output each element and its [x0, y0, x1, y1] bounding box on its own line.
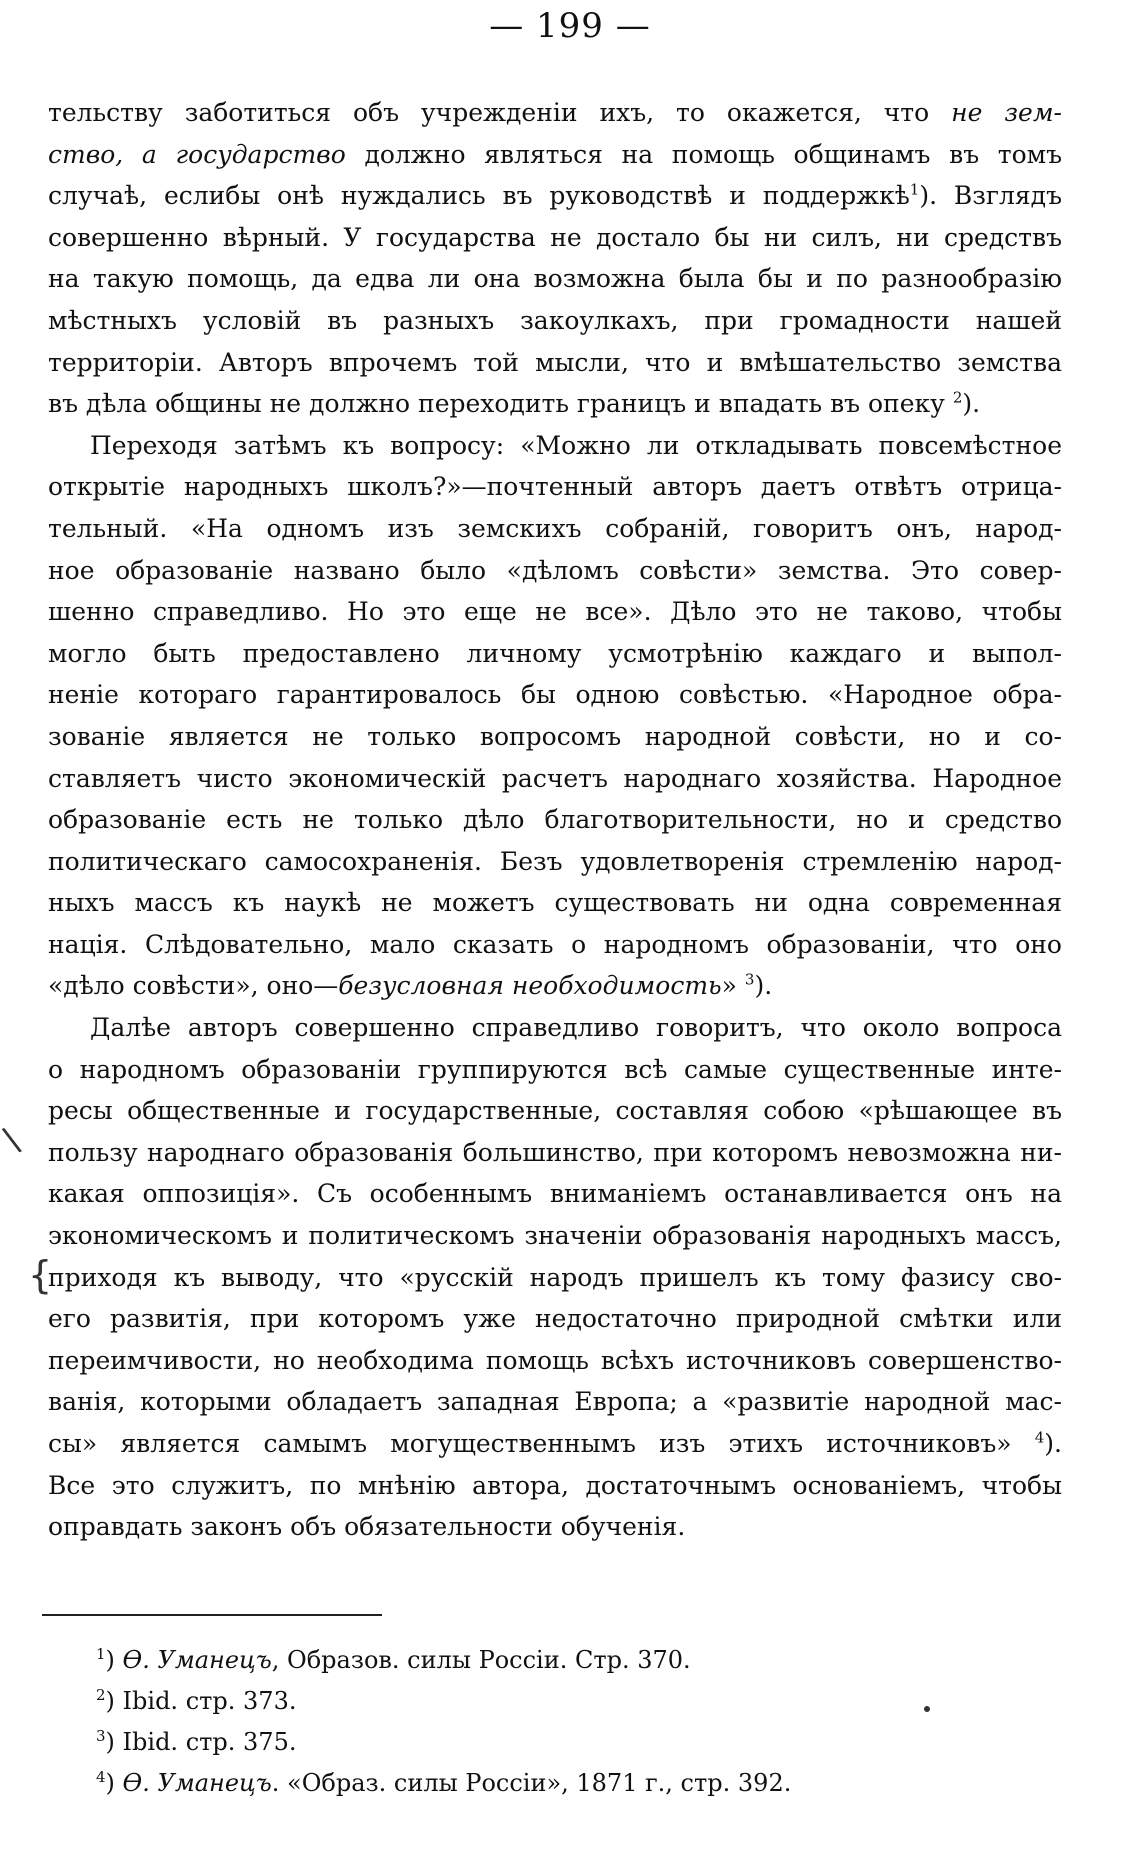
footnote-author: Ѳ. Уманецъ [122, 1769, 272, 1797]
text-line: въ дѣла общины не должно переходить границъ и впадать въ опеку $^2$). [48, 388, 981, 419]
text-line: ныхъ массъ къ наукѣ не можетъ существовать ни одна современная [48, 888, 1062, 918]
text-line: Далѣе авторъ совершенно справедливо говоритъ, что около вопроса [90, 1013, 1062, 1043]
footnotes [96, 1640, 996, 1804]
italic-phrase: ство, а [48, 139, 157, 169]
body-text [48, 92, 1062, 1548]
text-line: открытіе народныхъ школъ?»—почтенный авторъ даетъ отвѣтъ отрица- [48, 472, 1062, 502]
italic-phrase: не зем- [951, 98, 1062, 127]
text-line: ванія, которыми обладаетъ западная Европа; а «развитіе народной мас- [48, 1387, 1062, 1417]
text-line: образованіе есть не только дѣло благотворительности, но и средство [48, 805, 1062, 835]
text-line: зованіе является не только вопросомъ народной совѣсти, но и со- [48, 721, 1062, 751]
footnote-ref: 1 [909, 180, 920, 199]
text-line: мѣстныхъ условій въ разныхъ закоулкахъ, при громадности нашей [48, 305, 1062, 335]
text-line: переимчивости, но необходима помощь всѣхъ источниковъ совершенство- [48, 1345, 1062, 1375]
italic-phrase: государство [175, 139, 346, 169]
footnote-1: $^1$) Ѳ. Уманецъ, Образов. силы Россіи. Стр. 370. [96, 1645, 691, 1674]
text-line: его развитія, при которомъ уже недостаточно природной смѣтки или [48, 1304, 1062, 1334]
paragraph-2 [48, 425, 1062, 1007]
footnote-author: Ѳ. Уманецъ [122, 1646, 272, 1674]
footnote-number: 4 [96, 1768, 106, 1786]
text-line: могло быть предоставлено личному усмотрѣнію каждаго и выпол- [48, 638, 1062, 668]
text-line: ставляетъ чисто экономическій расчетъ народнаго хозяйства. Народное [48, 763, 1062, 793]
text-line: политическаго самосохраненія. Безъ удовлетворенія стремленію народ- [48, 846, 1062, 876]
footnote-ref: 3 [744, 971, 755, 990]
text-line: о народномъ образованіи группируются всѣ самые существенные инте- [48, 1054, 1062, 1084]
text-line: тельный. «На одномъ изъ земскихъ собраній, говоритъ онъ, народ- [48, 513, 1062, 543]
text-line: тельству заботиться объ учрежденіи ихъ, то окажется, что не зем- [48, 98, 1062, 127]
text-line: ное образованіе названо было «дѣломъ совѣсти» земства. Это совер- [48, 555, 1062, 585]
text-line: приходя къ выводу, что «русскій народъ пришелъ къ тому фазису сво- [48, 1262, 1062, 1292]
footnote-number: 1 [96, 1645, 106, 1663]
text-line: нація. Слѣдовательно, мало сказать о народномъ образованіи, что оно [48, 929, 1062, 959]
text-line: какая оппозиція». Съ особеннымъ вниманіемъ останавливается онъ на [48, 1179, 1062, 1209]
footnote-separator [42, 1614, 382, 1616]
text-line: пользу народнаго образованія большинство, при которомъ невозможна ни- [48, 1137, 1062, 1167]
footnote-number: 3 [96, 1727, 106, 1745]
text-line: Все это служитъ, по мнѣнію автора, достаточнымъ основаніемъ, чтобы [48, 1470, 1062, 1500]
margin-brace-mark: { [28, 1253, 53, 1297]
text-line: «дѣло совѣсти», оно—безусловная необходимость» $^3$). [48, 971, 773, 1001]
text-line: ство, а государство должно являться на помощь общинамъ въ томъ [48, 139, 1062, 169]
footnote-4: $^4$) Ѳ. Уманецъ. «Образ. силы Россіи», 1871 г., стр. 392. [96, 1768, 792, 1797]
footnote-number: 2 [96, 1686, 106, 1704]
text-line: оправдать законъ объ обязательности обученія. [48, 1512, 686, 1542]
margin-slash-mark: \ [0, 1119, 24, 1161]
footnote-3: $^3$) Ibid. стр. 375. [96, 1727, 297, 1756]
footnote-ref: 4 [1034, 1428, 1045, 1447]
text-line: на такую помощь, да едва ли она возможна была бы и по разнообразію [48, 264, 1062, 294]
footnote-ref: 2 [952, 388, 963, 407]
text-line: случаѣ, еслибы онѣ нуждались въ руководствѣ и поддержкѣ$^1$). Взглядъ [48, 180, 1062, 211]
text-line: шенно справедливо. Но это еще не все». Дѣло это не таково, чтобы [48, 597, 1062, 627]
text-line: неніе котораго гарантировалось бы одною совѣстью. «Народное обра- [48, 680, 1062, 710]
paragraph-1 [48, 92, 1062, 425]
paragraph-3 [48, 1007, 1062, 1548]
footnote-2: $^2$) Ibid. стр. 373. [96, 1686, 297, 1715]
page-number: — 199 — [489, 6, 651, 46]
text-line: экономическомъ и политическомъ значеніи образованія народныхъ массъ, [48, 1221, 1062, 1251]
text-line: совершенно вѣрный. У государства не достало бы ни силъ, ни средствъ [48, 222, 1062, 252]
text-line: Переходя затѣмъ къ вопросу: «Можно ли откладывать повсемѣстное [90, 430, 1062, 460]
italic-phrase: безусловная необходимость [338, 971, 722, 1001]
text-line: ресы общественные и государственные, составляя собою «рѣшающее въ [48, 1096, 1062, 1126]
text-line: территоріи. Авторъ впрочемъ той мысли, что и вмѣшательство земства [48, 347, 1062, 377]
text-line: сы» является самымъ могущественнымъ изъ этихъ источниковъ» $^4$). [48, 1428, 1062, 1458]
